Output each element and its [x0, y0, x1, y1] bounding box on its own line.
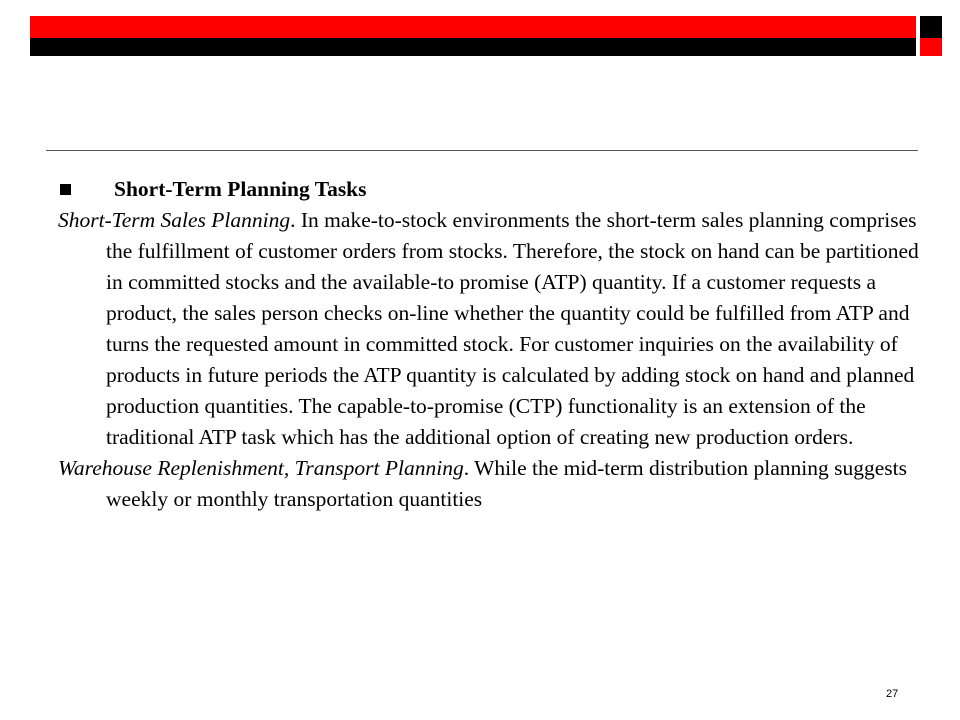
slide-content	[58, 174, 920, 515]
paragraph-warehouse-replenishment	[58, 453, 920, 515]
corner-black-square	[920, 16, 942, 38]
paragraph-body: . In make-to-stock environments the short-term sales planning comprises the fulfillment of customer orders from stocks. Therefore, the stock on hand can be partitioned in committed stocks and the available-to promise (ATP) quantity. If a customer requests a product, the sales person checks on-line whether the quantity could be fulfilled from ATP and turns the requested amount in committed stock. For customer inquiries on the availability of products in future periods the ATP quantity is calculated by adding stock on hand and planned production quantities. The capable-to-promise (CTP) functionality is an extension of the traditional ATP task which has the additional option of creating new production orders.	[106, 208, 919, 449]
black-stripe	[30, 38, 916, 56]
paragraph-short-term-sales	[58, 205, 920, 453]
paragraph-lead: Warehouse Replenishment, Transport Planning	[58, 456, 464, 480]
page-number: 27	[886, 688, 899, 700]
top-decorative-bar	[30, 16, 942, 56]
paragraph-body: . While the mid-term distribution planning suggests weekly or monthly transportation quantities	[106, 456, 908, 511]
corner-red-square	[920, 38, 942, 56]
title-divider-line	[46, 150, 918, 151]
square-bullet-icon	[60, 184, 71, 195]
red-stripe	[30, 16, 916, 38]
paragraph-lead: Short-Term Sales Planning	[58, 208, 291, 232]
section-heading	[58, 174, 920, 205]
section-heading-text: Short-Term Planning Tasks	[114, 177, 367, 201]
